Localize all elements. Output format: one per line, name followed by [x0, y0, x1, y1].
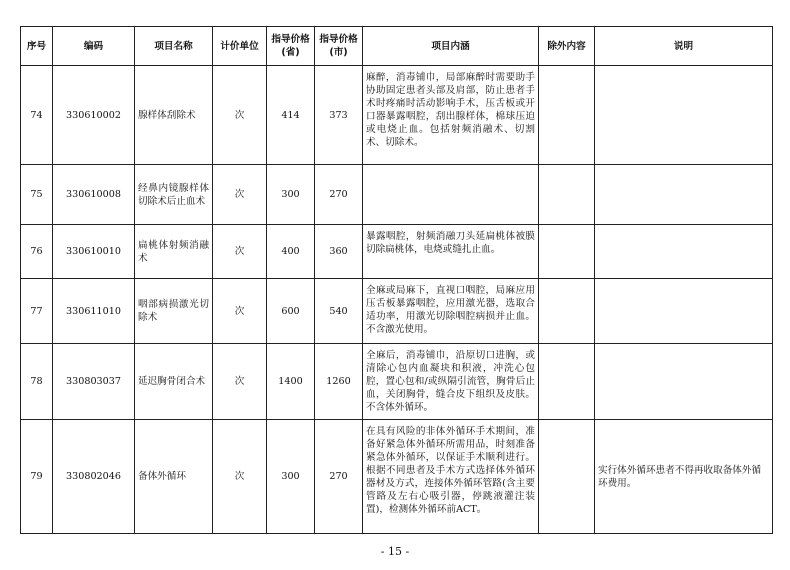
header-price-prov: [267, 27, 315, 66]
cell-unit: 次: [213, 420, 267, 534]
table-row: [21, 279, 773, 344]
header-note: 说明: [595, 27, 773, 66]
cell-seq: 79: [21, 420, 53, 534]
header-code: 编码: [53, 27, 135, 66]
cell-price-city: 360: [315, 225, 363, 279]
header-price-city-line2: (市): [329, 47, 348, 58]
cell-code: 330610008: [53, 165, 135, 225]
cell-name: 备体外循环: [135, 420, 213, 534]
cell-unit: 次: [213, 344, 267, 420]
cell-code: 330610010: [53, 225, 135, 279]
cell-name: 经鼻内镜腺样体切除术后止血术: [135, 165, 213, 225]
cell-content: 麻醉，消毒铺巾，局部麻醉时需要助手协助固定患者头部及肩部，防止患者手术时疼痛时活动影响手术，压舌板或开口器暴露咽腔，刮出腺样体，棉球压迫或电烧止血。包括射频消融术、切割术、切除术。: [363, 66, 539, 165]
cell-note: 实行体外循环患者不得再收取备体外循环费用。: [595, 420, 773, 534]
cell-unit: 次: [213, 66, 267, 165]
cell-price-prov: 1400: [267, 344, 315, 420]
cell-price-prov: 300: [267, 165, 315, 225]
header-price-city-line1: 指导价格: [319, 34, 358, 45]
cell-content: 暴露咽腔，射频消融刀头延扁桃体被膜切除扁桃体，电烧或缝扎止血。: [363, 225, 539, 279]
table-row: [21, 66, 773, 165]
table-row: [21, 165, 773, 225]
price-table: [20, 26, 773, 534]
cell-name: 腺样体刮除术: [135, 66, 213, 165]
cell-content: 全麻或局麻下，直视口咽腔，局麻应用压舌板暴露咽腔，应用激光器，选取合适功率，用激光切除咽腔病损并止血。不含激光使用。: [363, 279, 539, 344]
cell-content: 在具有风险的非体外循环手术期间，准备好紧急体外循环所需用品，时刻准备紧急体外循环，以保证手术顺利进行。根据不同患者及手术方式选择体外循环器材及方式，连接体外循环管路(含主要管路及左右心吸引器，停跳液灌注装置)，检测体外循环前ACT。: [363, 420, 539, 534]
cell-code: 330611010: [53, 279, 135, 344]
header-price-prov-line2: (省): [281, 47, 300, 58]
cell-code: 330610002: [53, 66, 135, 165]
table-row: [21, 420, 773, 534]
cell-name: 咽部病损激光切除术: [135, 279, 213, 344]
cell-price-prov: 600: [267, 279, 315, 344]
cell-excluded: [539, 344, 595, 420]
cell-price-city: 373: [315, 66, 363, 165]
cell-code: 330803037: [53, 344, 135, 420]
header-name: 项目名称: [135, 27, 213, 66]
cell-price-city: 540: [315, 279, 363, 344]
cell-price-city: 270: [315, 165, 363, 225]
cell-note: [595, 165, 773, 225]
cell-note: [595, 66, 773, 165]
cell-name: 扁桃体射频消融术: [135, 225, 213, 279]
cell-price-prov: 400: [267, 225, 315, 279]
cell-excluded: [539, 420, 595, 534]
header-unit: 计价单位: [213, 27, 267, 66]
cell-price-prov: 414: [267, 66, 315, 165]
page-number: - 15 -: [380, 545, 410, 558]
cell-excluded: [539, 279, 595, 344]
cell-price-prov: 300: [267, 420, 315, 534]
header-row: [21, 27, 773, 66]
cell-note: [595, 279, 773, 344]
cell-unit: 次: [213, 225, 267, 279]
cell-price-city: 1260: [315, 344, 363, 420]
cell-note: [595, 344, 773, 420]
cell-name: 延迟胸骨闭合术: [135, 344, 213, 420]
header-price-prov-line1: 指导价格: [271, 34, 310, 45]
cell-seq: 76: [21, 225, 53, 279]
cell-content: 全麻后，消毒铺巾，沿原切口进胸，或清除心包内血凝块和积液，冲洗心包腔，置心包和/或纵隔引流管，胸骨后止血，关闭胸骨，缝合皮下组织及皮肤。不含体外循环。: [363, 344, 539, 420]
header-content: 项目内涵: [363, 27, 539, 66]
cell-seq: 75: [21, 165, 53, 225]
cell-price-city: 270: [315, 420, 363, 534]
cell-code: 330802046: [53, 420, 135, 534]
cell-unit: 次: [213, 165, 267, 225]
cell-note: [595, 225, 773, 279]
cell-excluded: [539, 165, 595, 225]
table-row: [21, 225, 773, 279]
cell-content: [363, 165, 539, 225]
cell-excluded: [539, 66, 595, 165]
cell-seq: 77: [21, 279, 53, 344]
table-row: [21, 344, 773, 420]
header-seq: 序号: [21, 27, 53, 66]
header-excluded: 除外内容: [539, 27, 595, 66]
cell-excluded: [539, 225, 595, 279]
cell-seq: 74: [21, 66, 53, 165]
cell-unit: 次: [213, 279, 267, 344]
header-price-city: [315, 27, 363, 66]
cell-seq: 78: [21, 344, 53, 420]
